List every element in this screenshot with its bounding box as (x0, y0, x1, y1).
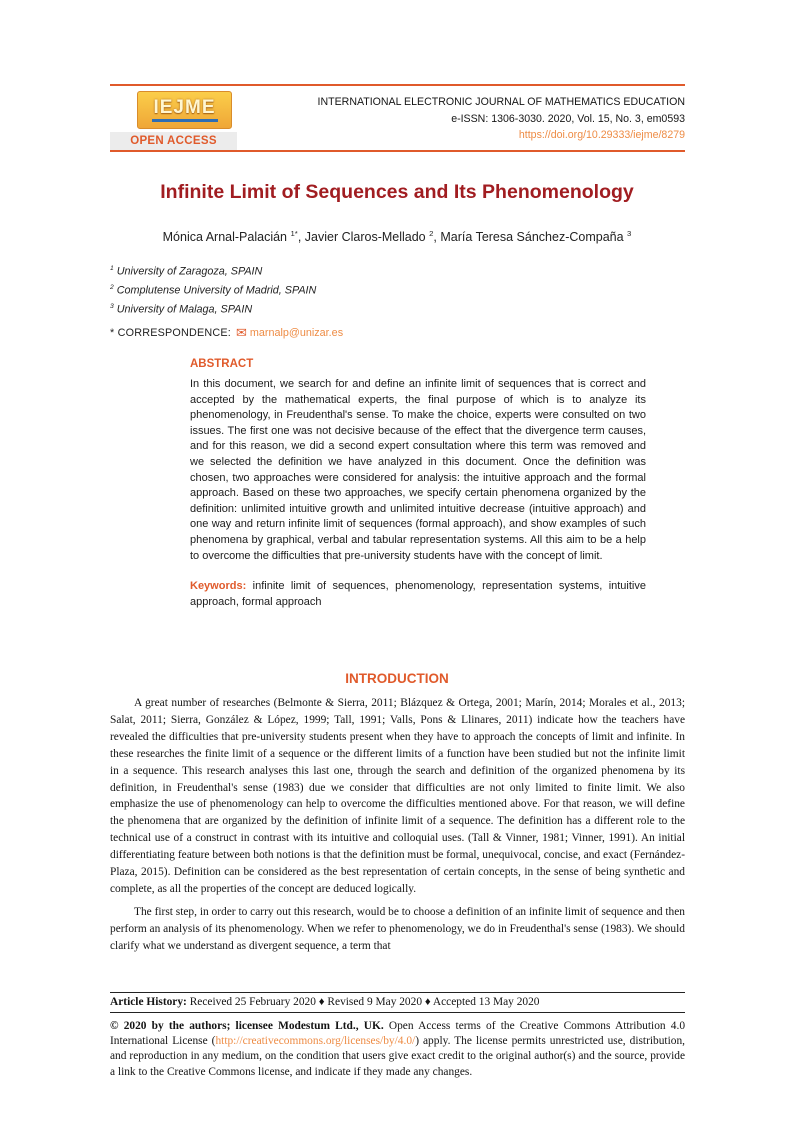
doi-link[interactable]: https://doi.org/10.29333/iejme/8279 (518, 129, 685, 141)
body-paragraph: A great number of researches (Belmonte & Sierra, 2011; Blázquez & Ortega, 2001; Marín, 2014; Morales et al., 2013; Salat, 2011; Sierra, González & López, 1999; Tall, 1991; Valls, Pons & Llinares, 2011) indicate how the teachers have revealed the difficulties that pre-university students present when they have to approach the concepts of limit and infinite. In these researches the finite limit of a sequence or the different limits of a function have been studied but not the infinite limit in a sequence. This research analyses this last one, through the search and definition of the organized phenomena by its definition, in Freudenthal's sense (1983) due we consider that difficulties are not only limited to finite limit. We also emphasize the use of phenomenology can help to overcome the difficulties mentioned above. For that reason, we will define the phenomena that are organized by the definition of infinite limit of a sequence. The definition has a different role to the technical use of a construct in contrast with its intuitive and colloquial uses. (Tall & Vinner, 1981; Vinner, 1991). An initial differentiating feature between both notions is that the definition must be formal, unequivocal, concise, and exact (Fernández-Plaza, 2015). Definition can be considered as the best representation of certain concepts, in the sense of being synthetic and complete, as all the properties of the concept are deduced logically. (110, 697, 685, 895)
copyright-text-part2: ) apply. The license permits unrestricted use, distribution, and reproduction in any medium, on the condition that users give exact credit to the original author(s) and the source, provide a link to the Creative Commons license, and indicate if they made any changes. (110, 1035, 685, 1078)
issn-line: e-ISSN: 1306-3030. 2020, Vol. 15, No. 3, em0593 (451, 112, 685, 125)
footer-rule-top (110, 992, 685, 993)
author-affiliation-marker: 1* (290, 229, 298, 238)
copyright-bold-text: © 2020 by the authors; licensee Modestum Ltd., UK. (110, 1020, 384, 1032)
journal-logo (137, 91, 232, 129)
header-bottom-rule (110, 150, 685, 152)
author-name: , María Teresa Sánchez-Compaña (433, 230, 628, 245)
authors-line (60, 229, 734, 244)
open-access-label: OPEN ACCESS (130, 135, 217, 147)
cc-license-link[interactable]: http://creativecommons.org/licenses/by/4.0/ (215, 1035, 416, 1048)
journal-header (285, 94, 685, 144)
copyright-notice (110, 1019, 685, 1080)
affiliation-text: Complutense University of Madrid, SPAIN (113, 284, 317, 297)
author-name: Mónica Arnal-Palacián (162, 230, 291, 245)
affiliation-item (110, 280, 685, 299)
page-footer (110, 992, 685, 1080)
affiliation-marker: 3 (110, 303, 114, 311)
keywords-text: infinite limit of sequences, phenomenology, representation systems, intuitive approach, formal approach (190, 580, 646, 608)
journal-name: INTERNATIONAL ELECTRONIC JOURNAL OF MATHEMATICS EDUCATION (317, 96, 685, 108)
abstract-text: In this document, we search for and define an infinite limit of sequences that is correct and accepted by the mathematical experts, the final purpose of which is to analyze its phenomenology, in Freudenthal's sense. To make the choice, experts were consulted on two issues. The first one was not decisive because of the effect that the divergence term causes, and for this reason, we did a second expert consultation where this term was removed and we selected the definition we have analyzed in this document. Once the definition was chosen, two approaches were considered for analysis: the intuitive approach and the formal approach. Based on these two approaches, we specify certain phenomena organized by the definition: unlimited intuitive growth and unlimited intuitive decrease (intuitive approach) and one way and return infinite limit of sequences (formal approach), and show examples of such phenomena by graphical, verbal and tabular representation systems. All this aim to be a help to overcome the difficulties that pre-university students have with the concept of limit. (190, 378, 646, 562)
affiliation-item (110, 261, 685, 280)
affiliation-text: University of Zaragoza, SPAIN (113, 265, 263, 278)
author-affiliation-marker: 2 (429, 229, 434, 238)
footer-rule-bottom (110, 1012, 685, 1013)
article-history-text: Received 25 February 2020 ♦ Revised 9 May 2020 ♦ Accepted 13 May 2020 (186, 996, 540, 1008)
author-name: , Javier Claros-Mellado (297, 230, 430, 245)
journal-logo-underline (152, 119, 218, 122)
abstract-heading: ABSTRACT (190, 358, 254, 370)
introduction-heading: INTRODUCTION (345, 671, 449, 686)
open-access-badge (110, 132, 237, 150)
introduction-body (110, 695, 685, 961)
author-affiliation-marker: 3 (627, 229, 632, 238)
article-history-line (110, 996, 685, 1008)
affiliation-text: University of Malaga, SPAIN (113, 303, 253, 316)
affiliation-marker: 1 (110, 265, 114, 272)
article-title: Infinite Limit of Sequences and Its Phenomenology (160, 181, 634, 203)
keywords-line (190, 579, 646, 610)
journal-logo-text: IEJME (153, 97, 216, 118)
header-top-rule (110, 84, 685, 86)
affiliation-marker: 2 (110, 284, 114, 292)
copyright-text-part1: Open Access terms of the Creative Commons Attribution 4.0 International License ( (110, 1020, 686, 1048)
article-history-label: Article History: (110, 996, 187, 1008)
keywords-label: Keywords: (190, 580, 247, 593)
envelope-icon: ✉ (236, 325, 247, 340)
correspondence-email-link[interactable]: marnalp@unizar.es (249, 327, 344, 339)
correspondence-label: * CORRESPONDENCE: (110, 327, 231, 339)
correspondence-line (110, 325, 685, 341)
abstract-section (190, 358, 646, 610)
affiliations-list (110, 261, 685, 318)
body-paragraph: The first step, in order to carry out this research, would be to choose a definition of an infinite limit of sequence and then perform an analysis of its phenomenology. When we refer to phenomenology, we do in Freudenthal's sense (1983). We should clarify what we understand as divergent sequence, a term that (110, 905, 685, 952)
affiliation-item (110, 299, 685, 318)
